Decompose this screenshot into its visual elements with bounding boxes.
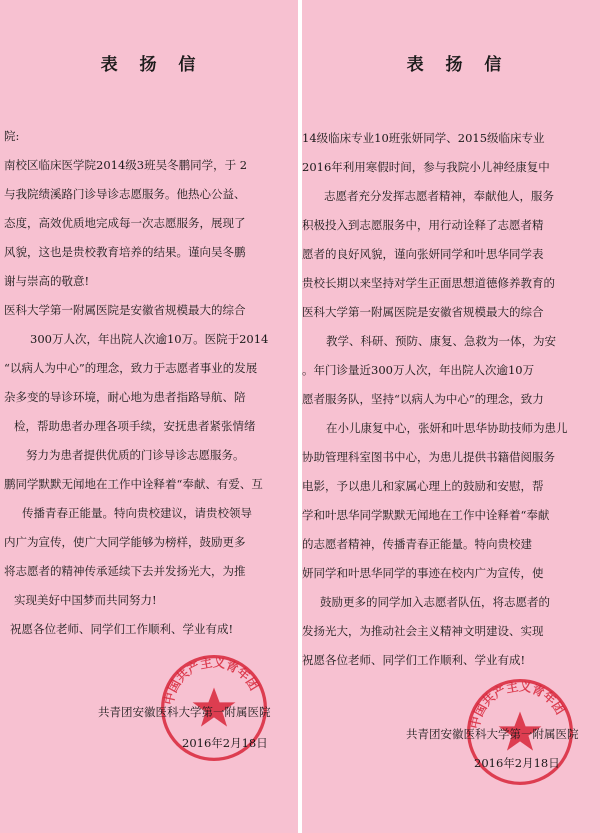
left-letter-body: [4, 122, 268, 644]
right-line: 的志愿者精神，传播青春正能量。特向贵校建: [302, 537, 532, 551]
left-line: 南校区临床医学院2014级3班吴冬鹏同学，于 2: [4, 158, 248, 172]
right-line: 学和叶思华同学默默无闻地在工作中诠释着“奉献: [302, 508, 550, 522]
right-line: 医科大学第一附属医院是安徽省规模最大的综合: [302, 305, 544, 319]
right-line: 贵校长期以来坚持对学生正面思想道德修养教育的: [302, 276, 555, 290]
right-line: 祝愿各位老师、同学们工作顺利、学业有成!: [302, 653, 526, 667]
left-line: “以病人为中心”的理念，致力于志愿者事业的发展: [4, 361, 258, 375]
left-date: 2016年2月18日: [182, 736, 268, 750]
left-line: 态度，高效优质地完成每一次志愿服务，展现了: [4, 216, 246, 230]
right-date: 2016年2月18日: [474, 756, 560, 770]
seal-text: 中国共产主义青年团: [467, 679, 568, 730]
left-line: 实现美好中国梦而共同努力!: [14, 593, 157, 607]
right-line: 2016年利用寒假时间，参与我院小儿神经康复中: [302, 160, 550, 174]
right-line: 愿者的良好风貌，谨向张妍同学和叶思华同学表: [302, 247, 544, 261]
right-letter-title: 表 扬 信: [406, 55, 510, 75]
left-line: 将志愿者的精神传承延续下去并发扬光大，为推: [4, 564, 246, 578]
right-line: 妍同学和叶思华同学的事迹在校内广为宣传，使: [302, 566, 544, 580]
right-line: 志愿者充分发挥志愿者精神，奉献他人，服务: [324, 189, 554, 203]
right-line: 教学、科研、预防、康复、急救为一体，为安: [326, 334, 556, 348]
left-line: 检，帮助患者办理各项手续，安抚患者紧张情绪: [14, 419, 256, 433]
right-line: 发扬光大，为推动社会主义精神文明建设、实现: [302, 624, 544, 638]
left-line: 300万人次，年出院人次逾10万。医院于2014: [30, 332, 269, 346]
right-signature: 共青团安徽医科大学第一附属医院: [406, 727, 579, 741]
right-line: 愿者服务队，坚持“以病人为中心”的理念，致力: [302, 392, 544, 406]
right-letter-body: [302, 124, 568, 675]
left-line: 祝愿各位老师、同学们工作顺利、学业有成!: [10, 622, 234, 636]
right-line: 积极投入到志愿服务中，用行动诠释了志愿者精: [302, 218, 544, 232]
left-line: 努力为患者提供优质的门诊导诊志愿服务。: [26, 448, 245, 462]
left-line: 院:: [4, 129, 20, 143]
left-line: 杂多变的导诊环境，耐心地为患者指路导航、陪: [4, 390, 246, 404]
right-line: 。年门诊量近300万人次，年出院人次逾10万: [302, 363, 535, 377]
left-line: 传播青春正能量。特向贵校建议，请贵校领导: [22, 506, 252, 520]
left-line: 与我院绩溪路门诊导诊志愿服务。他热心公益、: [4, 187, 246, 201]
seal-text: 中国共产主义青年团: [161, 655, 262, 706]
right-line: 电影，予以患儿和家属心理上的鼓励和安慰，帮: [302, 479, 544, 493]
right-letter-page: [302, 0, 600, 833]
left-signature: 共青团安徽医科大学第一附属医院: [98, 705, 271, 719]
left-line: 风貌，这也是贵校教育培养的结果。谨向吴冬鹏: [4, 245, 246, 259]
left-line: 医科大学第一附属医院是安徽省规模最大的综合: [4, 303, 246, 317]
left-line: 鹏同学默默无闻地在工作中诠释着“奉献、有爱、互: [4, 477, 263, 491]
right-line: 14级临床专业10班张妍同学、2015级临床专业: [302, 131, 545, 145]
right-line: 在小儿康复中心，张妍和叶思华协助技师为患儿: [326, 421, 568, 435]
left-letter-title: 表 扬 信: [100, 55, 204, 75]
right-line: 鼓励更多的同学加入志愿者队伍，将志愿者的: [320, 595, 550, 609]
left-line: 内广为宣传，使广大同学能够为榜样，鼓励更多: [4, 535, 246, 549]
left-line: 谢与崇高的敬意!: [4, 274, 90, 288]
left-letter-page: [0, 0, 298, 833]
right-line: 协助管理科室图书中心，为患儿提供书籍借阅服务: [302, 450, 555, 464]
